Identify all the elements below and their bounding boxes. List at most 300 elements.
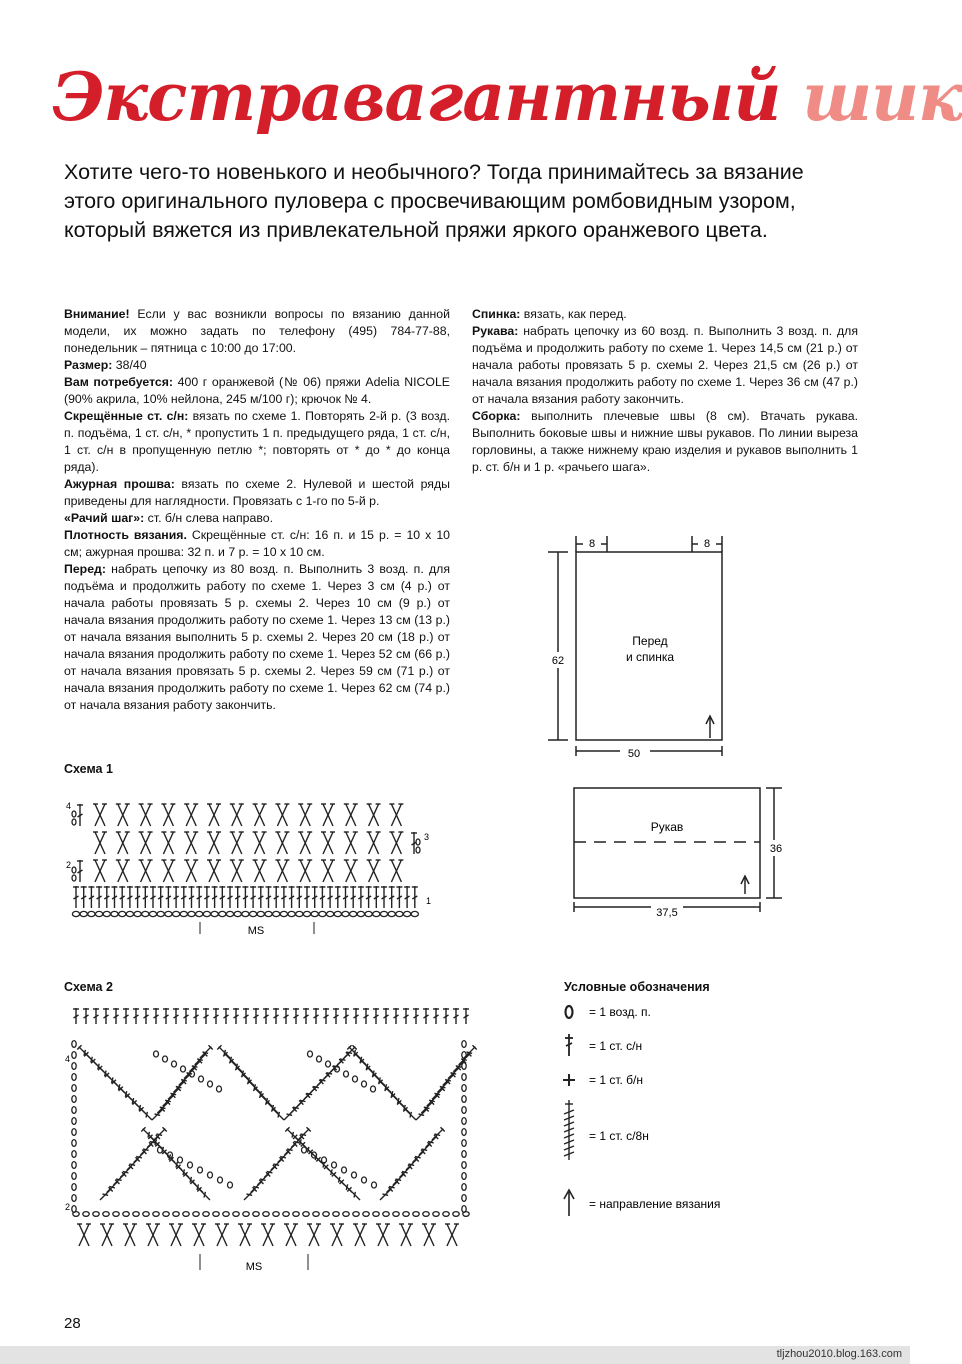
chain-symbol [423,1212,429,1217]
chain-symbol [143,1212,149,1217]
chain-symbol [72,867,76,873]
crossed-dc-symbol [93,832,107,854]
crossed-dc-symbol [389,832,403,854]
crossed-dc-symbol [139,832,153,854]
chain-symbol [327,911,334,916]
crossed-dc-symbol [376,1224,390,1246]
dc-symbol [333,1008,339,1024]
chain-symbol [273,911,280,916]
crossed-dc-symbol [367,804,381,826]
crossed-dc-symbol [330,1224,344,1246]
crossed-dc-symbol [116,832,130,854]
chain-symbol [133,1212,139,1217]
chain-symbol [188,1162,193,1168]
dc-symbol [433,1008,439,1024]
chain-symbol [103,911,110,916]
dc-symbol [430,1086,446,1102]
dc-symbol [403,1008,409,1024]
chain-symbol [72,1195,76,1202]
chain-symbol [163,1056,168,1062]
dc-symbol [73,886,79,908]
sleeve-label: Рукав [650,820,684,834]
chain-symbol [265,911,272,916]
dc-symbol [443,1008,449,1024]
paragraph-text: Если у вас возникли вопросы по вязанию данной модели, их можно задать по телефону (495) 784-77-88, понедельник – пятница с 10:00 до 17:00. [64,307,450,355]
paragraph-text: выполнить плечевые швы (8 см). Втачать рукава. Выполнить боковые швы и нижние швы рукавов. По линии выреза горловины, а также нижнему краю изделия и рукавов выполнить 1 р. ст. б/н и 1 р. «рачьего шага». [472,409,858,474]
arrow-up-icon [564,1190,574,1216]
dc-symbol [423,1134,439,1150]
crossed-dc-symbol [321,804,335,826]
chain-symbol [163,1212,169,1217]
dc-symbol [183,1008,189,1024]
chain-icon [566,1006,573,1018]
dc-symbol [363,1008,369,1024]
chain-symbol [303,911,310,916]
chain-symbol [353,1076,358,1082]
dc-symbol [413,1008,419,1024]
chain-symbol [72,875,76,881]
crossed-dc-symbol [298,832,312,854]
chain-symbol [183,1212,189,1217]
chain-symbol [157,911,164,916]
chain-symbol [173,1212,179,1217]
paragraph-text: вязать, как перед. [520,307,627,321]
crossed-dc-symbol [184,804,198,826]
chain-symbol [462,1096,466,1103]
chain-symbol [72,1074,76,1081]
chain-symbol [72,1085,76,1092]
row-number: 4 [66,801,72,811]
crossed-dc-symbol [192,1224,206,1246]
chain-symbol [296,911,303,916]
crossed-dc-symbol [389,804,403,826]
chain-symbol [462,1074,466,1081]
text-paragraph [64,527,450,561]
chain-symbol [462,1184,466,1191]
paragraph-text: Скрещённые ст. с/н: 16 п. и 15 р. = 10 х 10 см; ажурная прошва: 32 п. и 7 р. = 10 х 10 см. [64,528,450,559]
page-number: 28 [64,1315,81,1332]
paragraph-text: ст. б/н слева направо. [144,511,273,525]
crossed-dc-symbol [161,804,175,826]
paragraph-text: 400 г оранжевой (№ 06) пряжи Adelia NICOLE (90% акрила, 10% нейлона, 245 м/100 г); крючок № 4. [64,375,450,406]
dc-symbol [112,886,118,908]
chain-symbol [219,911,226,916]
chain-symbol [218,1177,223,1183]
crossed-dc-symbol [261,1224,275,1246]
dc-symbol [133,1008,139,1024]
sleeve-outline [574,788,760,898]
paragraph-heading: «Рачий шаг»: [64,511,145,525]
chain-symbol [333,1212,339,1217]
paragraph-heading: Внимание! [64,307,130,321]
chain-symbol [208,1081,213,1087]
dc-symbol [446,1065,462,1081]
chain-symbol [326,1061,331,1067]
legend-item: = направление вязания [589,1197,721,1211]
crossed-dc-symbol [207,804,221,826]
crossed-dc-symbol [161,832,175,854]
crossed-dc-symbol [161,860,175,882]
paragraph-heading: Скрещённые ст. с/н: [64,409,189,423]
row-number: 2 [66,860,72,870]
text-paragraph [64,357,450,374]
dc-symbol [343,886,349,908]
chain-symbol [273,1212,279,1217]
chain-symbol [234,911,241,916]
paragraph-heading: Размер: [64,358,113,372]
footer-bar [0,1346,910,1364]
dc-symbol [189,886,195,908]
dc-symbol [417,1142,433,1158]
chain-symbol [396,911,403,916]
dc-symbol [282,1107,298,1123]
sc-icon [563,1074,575,1086]
dc-symbol [235,886,241,908]
chain-symbol [172,1061,177,1067]
crossed-dc-symbol [93,804,107,826]
chain-symbol [142,911,149,916]
crossed-dc-symbol [344,832,358,854]
crossed-dc-symbol [169,1224,183,1246]
dc-symbol [273,1008,279,1024]
crossed-dc-symbol [184,860,198,882]
dim-top-left: 8 [588,538,596,550]
dc-symbol [435,1079,451,1095]
dc-symbol [142,886,148,908]
chain-symbol [72,1041,76,1048]
dc-symbol [453,1008,459,1024]
crossed-dc-symbol [123,1224,137,1246]
dc-symbol [171,1079,187,1095]
dc-symbol [414,1107,430,1123]
intro-paragraph: Хотите чего-то новенького и необычного? Тогда принимайтесь за вязание этого оригинального пуловера с просвечивающим ромбовидным узором, который вяжется из привлекательной пряжи яркого оранжевого цвета. [64,160,804,242]
chain-symbol [88,911,95,916]
front-back-label: Перед [632,634,668,648]
chain-symbol [154,1051,159,1057]
chain-symbol [126,911,133,916]
text-paragraph [64,476,450,510]
dc-symbol [441,1072,457,1088]
chain-symbol [383,1212,389,1217]
chain-symbol [365,911,372,916]
paragraph-heading: Рукава: [472,324,519,338]
dc-symbol [384,1179,400,1195]
dc-symbol [143,1008,149,1024]
crossed-dc-symbol [230,832,244,854]
chain-symbol [72,911,79,916]
dc-symbol [430,1127,446,1143]
chain-symbol [403,1212,409,1217]
chain-symbol [343,1212,349,1217]
chain-symbol [453,1212,459,1217]
chain-symbol [178,1157,183,1163]
pattern-sleeve [560,780,790,925]
crossed-dc-symbol [100,1224,114,1246]
crossed-dc-symbol [116,860,130,882]
dc-symbol [327,886,333,908]
crossed-dc-symbol [139,804,153,826]
text-paragraph [64,306,450,357]
paragraph-heading: Сборка: [472,409,521,423]
dc-symbol [155,1100,171,1116]
dc-symbol [373,886,379,908]
chain-symbol [72,1140,76,1147]
chain-symbol [371,1086,376,1092]
dc-symbol [127,886,133,908]
crossed-dc-symbol [298,804,312,826]
crossed-dc-symbol [344,804,358,826]
chain-symbol [311,911,318,916]
scheme2-chart [60,1000,480,1280]
paragraph-text: вязать по схеме 1. Повторять 2-й р. (3 возд. п. подъёма, 1 ст. с/н, * пропустить 1 п. предыдущего ряда, 1 ст. с/н, 1 ст. с/н в пропущенную петлю *; повторять от * до * до конца ряда). [64,409,451,474]
chain-symbol [342,911,349,916]
chain-symbol [334,911,341,916]
dc-symbol [281,886,287,908]
text-paragraph [472,408,858,476]
chain-symbol [462,1140,466,1147]
chain-symbol [198,1167,203,1173]
dc-symbol [319,886,325,908]
crossed-dc-symbol [321,860,335,882]
dc-symbol [410,1149,426,1165]
chain-symbol [223,1212,229,1217]
crossed-dc-symbol [344,860,358,882]
crossed-dc-symbol [184,832,198,854]
chain-symbol [203,911,210,916]
chain-symbol [180,911,187,916]
dc-symbol [350,886,356,908]
dc-symbol [150,1107,166,1123]
dc-symbol [153,1008,159,1024]
crossed-dc-symbol [367,860,381,882]
dc-symbol [373,1008,379,1024]
dc-symbol [425,1093,441,1109]
chain-symbol [226,911,233,916]
sleeve-height: 36 [769,843,783,855]
paragraph-heading: Ажурная прошва: [64,477,175,491]
dc-symbol [166,1086,182,1102]
chain-symbol [72,1107,76,1114]
dc-symbol [227,886,233,908]
ms-label: MS [245,1261,263,1273]
dc-symbol [313,1008,319,1024]
sleeve-width: 37,5 [656,907,678,919]
front-back-label-2: и спинка [625,650,675,664]
crossed-dc-symbol [238,1224,252,1246]
dc-symbol [212,886,218,908]
dc-symbol [163,1008,169,1024]
dc-symbol [312,886,318,908]
chain-symbol [111,911,118,916]
crossed-dc-symbol [284,1224,298,1246]
chain-symbol [303,1212,309,1217]
chain-symbol [462,1041,466,1048]
crossed-dc-symbol [146,1224,160,1246]
crossed-dc-symbol [253,860,267,882]
chain-symbol [72,1052,76,1059]
chain-symbol [199,1076,204,1082]
chain-symbol [362,1081,367,1087]
crossed-dc-symbol [399,1224,413,1246]
dc-symbol [457,1051,473,1067]
chain-symbol [332,1162,337,1168]
chain-symbol [411,911,418,916]
article-title [52,58,962,136]
crossed-dc-symbol [307,1224,321,1246]
dc-symbol [391,1172,407,1188]
chain-symbol [462,1107,466,1114]
dim-height: 62 [551,655,565,667]
chain-symbol [165,911,172,916]
chain-symbol [283,1212,289,1217]
scheme1-label: Схема 1 [64,762,113,776]
dc-symbol [397,1164,413,1180]
dc-symbol [242,886,248,908]
chain-symbol [416,847,420,853]
dc-symbol [353,1008,359,1024]
chain-symbol [288,911,295,916]
chain-symbol [257,911,264,916]
chain-symbol [188,911,195,916]
chain-symbol [217,1086,222,1092]
dc-symbol [423,1008,429,1024]
paragraph-heading: Перед: [64,562,106,576]
chain-symbol [243,1212,249,1217]
text-paragraph [64,561,450,714]
crossed-dc-symbol [367,832,381,854]
dc-symbol [273,886,279,908]
scheme1-chart [60,782,440,942]
chain-symbol [357,911,364,916]
text-paragraph [64,374,450,408]
pattern-front-back [540,530,750,760]
chain-symbol [462,1129,466,1136]
crossed-dc-symbol [77,1224,91,1246]
dc-symbol [412,886,418,908]
ms-label: MS [247,925,265,937]
chain-symbol [433,1212,439,1217]
dc-symbol [366,886,372,908]
row-number: 4 [65,1054,71,1064]
chain-symbol [253,1212,259,1217]
text-paragraph [64,408,450,476]
crossed-dc-symbol [230,804,244,826]
chain-symbol [404,911,411,916]
chain-symbol [72,1063,76,1070]
dc-symbol [250,886,256,908]
crossed-dc-symbol [275,804,289,826]
dc-symbol [296,886,302,908]
dc-symbol [198,1045,214,1061]
chain-symbol [96,911,103,916]
chain-symbol [462,1162,466,1169]
chain-symbol [93,1212,99,1217]
dc-symbol [404,886,410,908]
dc-symbol [219,886,225,908]
chain-symbol [363,1212,369,1217]
chain-symbol [213,1212,219,1217]
chain-symbol [416,839,420,845]
chain-symbol [344,1071,349,1077]
chain-symbol [462,1195,466,1202]
crossed-dc-symbol [253,832,267,854]
title-part2: шик [802,58,962,136]
chain-symbol [72,1096,76,1103]
paragraph-text: набрать цепочку из 60 возд. п. Выполнить 3 возд. п. для подъёма и продолжить работу по схеме 1. Через 14,5 см (21 р.) от начала работы провязать 5 р. схемы 2. Через 21,5 см (26 р.) от начала вязания продолжить работу по схеме 1. Через 36 см (47 р.) от начала вязания работу закончить. [472,324,858,406]
crossed-dc-symbol [353,1224,367,1246]
dc-symbol [253,1008,259,1024]
paragraph-text: 38/40 [112,358,147,372]
chain-symbol [350,911,357,916]
dc-symbol [104,886,110,908]
dc-symbol [463,1008,469,1024]
chain-symbol [308,1051,313,1057]
dc-symbol [213,1008,219,1024]
dc-icon [565,1034,573,1056]
dc-symbol [419,1100,435,1116]
chain-symbol [388,911,395,916]
chain-symbol [362,1177,367,1183]
legend-item: = 1 ст. б/н [589,1073,644,1087]
dc-symbol [123,1008,129,1024]
dc-symbol [378,1187,394,1203]
chain-symbol [373,1212,379,1217]
chain-symbol [250,911,257,916]
dc-symbol [113,1008,119,1024]
dim-top-right: 8 [703,538,711,550]
chain-symbol [462,1151,466,1158]
chain-symbol [313,1212,319,1217]
scheme2-symbols [72,1008,478,1246]
dc-symbol [173,886,179,908]
dc-symbol [196,886,202,908]
paragraph-text: набрать цепочку из 80 возд. п. Выполнить 3 возд. п. для подъёма и продолжить работу по схеме 1. Через 3 см (4 р.) от начала работы провязать 5 р. схемы 2. Через 10 см (9 р.) от начала вязания продолжить работу по схеме 1. Через 13 см (13 р.) от начала вязания выполнить 5 р. схемы 2. Через 20 см (18 р.) от начала вязания продолжить работу по схеме 1. Через 52 см (66 р.) от начала вязания провязать 5 р. схемы 2. Через 59 см (71 р.) от начала вязания продолжить работу по схеме 1. Через 62 см (74 р.) от начала вязания работу закончить. [64,562,450,712]
tr8-icon [564,1100,574,1160]
chain-symbol [319,911,326,916]
crossed-dc-symbol [275,860,289,882]
crossed-dc-symbol [298,860,312,882]
dc-symbol [193,1051,209,1067]
crossed-dc-symbol [207,832,221,854]
chain-symbol [153,1212,159,1217]
dc-symbol [285,1127,301,1143]
dc-symbol [81,886,87,908]
chain-symbol [413,1212,419,1217]
chain-symbol [228,1182,233,1188]
dc-symbol [203,1008,209,1024]
chain-symbol [113,1212,119,1217]
chain-symbol [462,1118,466,1125]
chain-symbol [72,819,76,825]
dc-symbol [103,1008,109,1024]
dc-symbol [73,1008,79,1024]
row-number: 2 [65,1202,71,1212]
chain-symbol [462,1173,466,1180]
chain-symbol [352,1172,357,1178]
dc-symbol [404,1157,420,1173]
chain-symbol [211,911,218,916]
chain-symbol [372,1182,377,1188]
dc-symbol [389,886,395,908]
dc-symbol [83,1008,89,1024]
chain-symbol [72,1118,76,1125]
chain-symbol [302,1147,307,1153]
chain-symbol [203,1212,209,1217]
chain-symbol [72,1162,76,1169]
title-part1: Экстравагантный [52,58,781,136]
chain-symbol [72,1129,76,1136]
dc-symbol [93,1008,99,1024]
